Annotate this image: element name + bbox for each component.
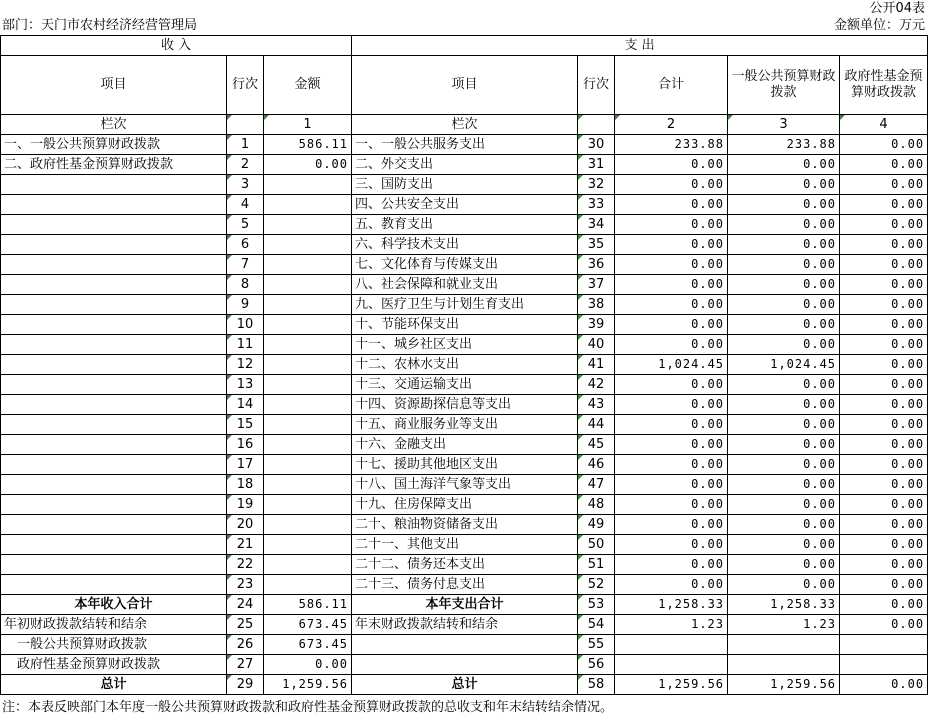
income-item xyxy=(1,175,227,195)
expense-item: 二十三、债务付息支出 xyxy=(352,575,578,595)
expense-fund: 0.00 xyxy=(840,475,928,495)
income-rowno: 8 xyxy=(227,275,264,295)
expense-item-header: 项目 xyxy=(352,56,578,115)
expense-total: 0.00 xyxy=(615,275,728,295)
expense-rowno: 52 xyxy=(578,575,615,595)
table-row xyxy=(1,295,928,315)
summary-expense-item: 总计 xyxy=(352,675,578,695)
summary-expense-total: 1,258.33 xyxy=(615,595,728,615)
table-row xyxy=(1,375,928,395)
income-item xyxy=(1,235,227,255)
expense-rowno: 47 xyxy=(578,475,615,495)
expense-fund: 0.00 xyxy=(840,255,928,275)
expense-fund: 0.00 xyxy=(840,195,928,215)
expense-fund: 0.00 xyxy=(840,435,928,455)
expense-general: 0.00 xyxy=(728,155,840,175)
summary-expense-item: 本年支出合计 xyxy=(352,595,578,615)
summary-row xyxy=(1,675,928,695)
summary-income-rowno: 25 xyxy=(227,615,264,635)
income-rowno: 13 xyxy=(227,375,264,395)
income-amount xyxy=(264,335,352,355)
expense-total: 0.00 xyxy=(615,215,728,235)
expense-general: 0.00 xyxy=(728,535,840,555)
expense-fund: 0.00 xyxy=(840,175,928,195)
expense-total: 0.00 xyxy=(615,255,728,275)
income-rowno: 23 xyxy=(227,575,264,595)
income-rowno: 14 xyxy=(227,395,264,415)
expense-total: 0.00 xyxy=(615,535,728,555)
expense-general: 0.00 xyxy=(728,415,840,435)
expense-general: 0.00 xyxy=(728,575,840,595)
expense-general: 0.00 xyxy=(728,515,840,535)
expense-total-header: 合计 xyxy=(615,56,728,115)
expense-item: 十六、金融支出 xyxy=(352,435,578,455)
expense-item: 一、一般公共服务支出 xyxy=(352,135,578,155)
summary-income-item: 本年收入合计 xyxy=(1,595,227,615)
expense-total: 0.00 xyxy=(615,295,728,315)
income-amount xyxy=(264,355,352,375)
summary-income-amount: 1,259.56 xyxy=(264,675,352,695)
income-item: 一、一般公共预算财政拨款 xyxy=(1,135,227,155)
expense-item: 十七、援助其他地区支出 xyxy=(352,455,578,475)
income-rowno: 1 xyxy=(227,135,264,155)
expense-fund: 0.00 xyxy=(840,295,928,315)
expense-rowno: 36 xyxy=(578,255,615,275)
expense-fund: 0.00 xyxy=(840,415,928,435)
expense-rowno: 37 xyxy=(578,275,615,295)
income-amount xyxy=(264,575,352,595)
table-row xyxy=(1,475,928,495)
income-item xyxy=(1,475,227,495)
income-amount xyxy=(264,395,352,415)
income-rowno: 11 xyxy=(227,335,264,355)
expense-general: 0.00 xyxy=(728,315,840,335)
department-label: 部门：天门市农村经济经营管理局 xyxy=(2,18,198,33)
expense-total: 233.88 xyxy=(615,135,728,155)
expense-fund: 0.00 xyxy=(840,555,928,575)
income-amount xyxy=(264,275,352,295)
table-row xyxy=(1,515,928,535)
expense-general: 0.00 xyxy=(728,195,840,215)
summary-income-rowno: 29 xyxy=(227,675,264,695)
income-item xyxy=(1,495,227,515)
expense-fund: 0.00 xyxy=(840,135,928,155)
income-rowno: 9 xyxy=(227,295,264,315)
summary-income-item: 一般公共预算财政拨款 xyxy=(1,635,227,655)
table-row xyxy=(1,535,928,555)
summary-row xyxy=(1,595,928,615)
expense-item: 六、科学技术支出 xyxy=(352,235,578,255)
expense-rowno: 49 xyxy=(578,515,615,535)
summary-expense-general xyxy=(728,655,840,675)
expense-general: 0.00 xyxy=(728,235,840,255)
expense-rowno: 44 xyxy=(578,415,615,435)
expense-fund: 0.00 xyxy=(840,515,928,535)
summary-income-rowno: 24 xyxy=(227,595,264,615)
income-amount xyxy=(264,495,352,515)
income-rowno: 12 xyxy=(227,355,264,375)
income-rowno: 3 xyxy=(227,175,264,195)
table-row xyxy=(1,315,928,335)
table-note: 注：本表反映部门本年度一般公共预算财政拨款和政府性基金预算财政拨款的总收支和年末结转结余情况。 xyxy=(2,700,614,715)
income-item-header: 项目 xyxy=(1,56,227,115)
table-row xyxy=(1,555,928,575)
col-blank-left xyxy=(227,115,264,135)
income-rowno: 7 xyxy=(227,255,264,275)
expense-fund: 0.00 xyxy=(840,315,928,335)
expense-item: 二十二、债务还本支出 xyxy=(352,555,578,575)
summary-expense-general: 1,258.33 xyxy=(728,595,840,615)
expense-item: 十九、住房保障支出 xyxy=(352,495,578,515)
income-rowno: 19 xyxy=(227,495,264,515)
income-amount xyxy=(264,415,352,435)
expense-rowno: 41 xyxy=(578,355,615,375)
income-amount xyxy=(264,475,352,495)
expense-general: 1,024.45 xyxy=(728,355,840,375)
income-item xyxy=(1,555,227,575)
table-row xyxy=(1,455,928,475)
expense-fund: 0.00 xyxy=(840,355,928,375)
expense-rowno: 48 xyxy=(578,495,615,515)
income-rowno: 15 xyxy=(227,415,264,435)
table-row xyxy=(1,355,928,375)
expense-fund: 0.00 xyxy=(840,275,928,295)
income-item xyxy=(1,195,227,215)
summary-expense-general: 1,259.56 xyxy=(728,675,840,695)
expense-rowno: 45 xyxy=(578,435,615,455)
income-rowno: 22 xyxy=(227,555,264,575)
expense-total: 0.00 xyxy=(615,435,728,455)
income-item: 二、政府性基金预算财政拨款 xyxy=(1,155,227,175)
table-row xyxy=(1,195,928,215)
expense-general: 0.00 xyxy=(728,455,840,475)
income-amount xyxy=(264,175,352,195)
expense-rowno: 42 xyxy=(578,375,615,395)
summary-expense-general: 1.23 xyxy=(728,615,840,635)
expense-general: 0.00 xyxy=(728,175,840,195)
summary-row xyxy=(1,655,928,675)
expense-total: 0.00 xyxy=(615,395,728,415)
expense-total: 0.00 xyxy=(615,315,728,335)
income-rowno: 10 xyxy=(227,315,264,335)
table-row xyxy=(1,495,928,515)
summary-row xyxy=(1,635,928,655)
expense-general: 233.88 xyxy=(728,135,840,155)
table-row xyxy=(1,255,928,275)
expense-rowno: 46 xyxy=(578,455,615,475)
income-item xyxy=(1,335,227,355)
summary-expense-rowno: 56 xyxy=(578,655,615,675)
col-label-right: 栏次 xyxy=(352,115,578,135)
summary-income-rowno: 27 xyxy=(227,655,264,675)
expense-rowno: 40 xyxy=(578,335,615,355)
expense-general: 0.00 xyxy=(728,555,840,575)
expense-fund: 0.00 xyxy=(840,375,928,395)
expense-rowno: 31 xyxy=(578,155,615,175)
income-amount xyxy=(264,435,352,455)
income-amount xyxy=(264,315,352,335)
summary-expense-item xyxy=(352,655,578,675)
expense-general: 0.00 xyxy=(728,275,840,295)
table-row xyxy=(1,275,928,295)
income-amount-header: 金额 xyxy=(264,56,352,115)
summary-expense-fund xyxy=(840,635,928,655)
summary-expense-item xyxy=(352,635,578,655)
expense-total: 0.00 xyxy=(615,375,728,395)
income-rowno-header: 行次 xyxy=(227,56,264,115)
expense-total: 1,024.45 xyxy=(615,355,728,375)
expense-total: 0.00 xyxy=(615,555,728,575)
expense-header: 支 出 xyxy=(352,36,928,56)
summary-expense-general xyxy=(728,635,840,655)
expense-rowno: 34 xyxy=(578,215,615,235)
income-rowno: 21 xyxy=(227,535,264,555)
budget-table xyxy=(0,35,928,695)
income-amount xyxy=(264,235,352,255)
col-num-1: 1 xyxy=(264,115,352,135)
income-rowno: 6 xyxy=(227,235,264,255)
income-header: 收 入 xyxy=(1,36,352,56)
expense-rowno: 33 xyxy=(578,195,615,215)
expense-rowno: 35 xyxy=(578,235,615,255)
expense-total: 0.00 xyxy=(615,515,728,535)
expense-total: 0.00 xyxy=(615,575,728,595)
expense-rowno: 50 xyxy=(578,535,615,555)
table-row xyxy=(1,235,928,255)
expense-fund: 0.00 xyxy=(840,235,928,255)
expense-fund: 0.00 xyxy=(840,575,928,595)
income-amount xyxy=(264,295,352,315)
expense-total: 0.00 xyxy=(615,475,728,495)
income-item xyxy=(1,535,227,555)
fund-budget-header: 政府性基金预算财政拨款 xyxy=(840,56,928,115)
income-amount: 0.00 xyxy=(264,155,352,175)
summary-income-rowno: 26 xyxy=(227,635,264,655)
income-rowno: 18 xyxy=(227,475,264,495)
summary-expense-total: 1.23 xyxy=(615,615,728,635)
expense-rowno-header: 行次 xyxy=(578,56,615,115)
summary-expense-rowno: 54 xyxy=(578,615,615,635)
table-row xyxy=(1,135,928,155)
table-row xyxy=(1,395,928,415)
expense-total: 0.00 xyxy=(615,175,728,195)
summary-expense-fund: 0.00 xyxy=(840,615,928,635)
expense-rowno: 38 xyxy=(578,295,615,315)
income-item xyxy=(1,215,227,235)
expense-item: 十四、资源勘探信息等支出 xyxy=(352,395,578,415)
summary-income-amount: 673.45 xyxy=(264,615,352,635)
expense-item: 十二、农林水支出 xyxy=(352,355,578,375)
summary-income-amount: 0.00 xyxy=(264,655,352,675)
summary-income-amount: 673.45 xyxy=(264,635,352,655)
expense-rowno: 30 xyxy=(578,135,615,155)
table-row xyxy=(1,175,928,195)
expense-item: 二十、粮油物资储备支出 xyxy=(352,515,578,535)
table-row xyxy=(1,335,928,355)
expense-fund: 0.00 xyxy=(840,395,928,415)
table-row xyxy=(1,155,928,175)
income-rowno: 4 xyxy=(227,195,264,215)
expense-total: 0.00 xyxy=(615,335,728,355)
expense-item: 十八、国土海洋气象等支出 xyxy=(352,475,578,495)
income-item xyxy=(1,415,227,435)
summary-expense-fund: 0.00 xyxy=(840,595,928,615)
income-item xyxy=(1,435,227,455)
summary-row xyxy=(1,615,928,635)
expense-item: 十五、商业服务业等支出 xyxy=(352,415,578,435)
income-amount xyxy=(264,515,352,535)
summary-expense-rowno: 58 xyxy=(578,675,615,695)
income-item xyxy=(1,315,227,335)
col-blank-right xyxy=(578,115,615,135)
expense-rowno: 32 xyxy=(578,175,615,195)
expense-general: 0.00 xyxy=(728,495,840,515)
summary-income-amount: 586.11 xyxy=(264,595,352,615)
col-label-left: 栏次 xyxy=(1,115,227,135)
summary-expense-total xyxy=(615,635,728,655)
summary-expense-fund xyxy=(840,655,928,675)
expense-item: 十三、交通运输支出 xyxy=(352,375,578,395)
income-amount: 586.11 xyxy=(264,135,352,155)
expense-total: 0.00 xyxy=(615,455,728,475)
expense-fund: 0.00 xyxy=(840,215,928,235)
unit-label: 金额单位：万元 xyxy=(833,18,925,33)
table-row xyxy=(1,415,928,435)
income-amount xyxy=(264,455,352,475)
expense-rowno: 43 xyxy=(578,395,615,415)
income-rowno: 16 xyxy=(227,435,264,455)
expense-general: 0.00 xyxy=(728,475,840,495)
expense-total: 0.00 xyxy=(615,155,728,175)
table-row xyxy=(1,435,928,455)
summary-expense-rowno: 53 xyxy=(578,595,615,615)
expense-general: 0.00 xyxy=(728,335,840,355)
table-row xyxy=(1,575,928,595)
summary-expense-item: 年末财政拨款结转和结余 xyxy=(352,615,578,635)
income-item xyxy=(1,255,227,275)
summary-expense-fund: 0.00 xyxy=(840,675,928,695)
income-rowno: 20 xyxy=(227,515,264,535)
expense-fund: 0.00 xyxy=(840,495,928,515)
income-amount xyxy=(264,535,352,555)
summary-expense-total xyxy=(615,655,728,675)
income-amount xyxy=(264,215,352,235)
income-amount xyxy=(264,195,352,215)
income-item xyxy=(1,455,227,475)
income-amount xyxy=(264,555,352,575)
summary-income-item: 年初财政拨款结转和结余 xyxy=(1,615,227,635)
income-item xyxy=(1,575,227,595)
income-item xyxy=(1,355,227,375)
expense-item: 九、医疗卫生与计划生育支出 xyxy=(352,295,578,315)
summary-income-item: 政府性基金预算财政拨款 xyxy=(1,655,227,675)
income-item xyxy=(1,515,227,535)
expense-general: 0.00 xyxy=(728,375,840,395)
income-item xyxy=(1,275,227,295)
expense-fund: 0.00 xyxy=(840,535,928,555)
income-amount xyxy=(264,375,352,395)
summary-expense-rowno: 55 xyxy=(578,635,615,655)
expense-total: 0.00 xyxy=(615,235,728,255)
expense-general: 0.00 xyxy=(728,255,840,275)
expense-item: 十一、城乡社区支出 xyxy=(352,335,578,355)
income-amount xyxy=(264,255,352,275)
summary-income-item: 总计 xyxy=(1,675,227,695)
expense-rowno: 51 xyxy=(578,555,615,575)
form-code: 公开04表 xyxy=(869,1,925,16)
expense-fund: 0.00 xyxy=(840,155,928,175)
income-rowno: 5 xyxy=(227,215,264,235)
col-num-4: 4 xyxy=(840,115,928,135)
expense-item: 五、教育支出 xyxy=(352,215,578,235)
col-num-3: 3 xyxy=(728,115,840,135)
expense-general: 0.00 xyxy=(728,395,840,415)
expense-item: 八、社会保障和就业支出 xyxy=(352,275,578,295)
expense-item: 七、文化体育与传媒支出 xyxy=(352,255,578,275)
expense-general: 0.00 xyxy=(728,435,840,455)
expense-item: 二、外交支出 xyxy=(352,155,578,175)
expense-item: 二十一、其他支出 xyxy=(352,535,578,555)
expense-fund: 0.00 xyxy=(840,455,928,475)
expense-general: 0.00 xyxy=(728,295,840,315)
col-num-2: 2 xyxy=(615,115,728,135)
general-budget-header: 一般公共预算财政拨款 xyxy=(728,56,840,115)
expense-general: 0.00 xyxy=(728,215,840,235)
expense-total: 0.00 xyxy=(615,415,728,435)
expense-fund: 0.00 xyxy=(840,335,928,355)
income-rowno: 17 xyxy=(227,455,264,475)
summary-expense-total: 1,259.56 xyxy=(615,675,728,695)
expense-item: 三、国防支出 xyxy=(352,175,578,195)
income-item xyxy=(1,395,227,415)
income-rowno: 2 xyxy=(227,155,264,175)
expense-item: 十、节能环保支出 xyxy=(352,315,578,335)
table-row xyxy=(1,215,928,235)
expense-total: 0.00 xyxy=(615,195,728,215)
income-item xyxy=(1,295,227,315)
expense-item: 四、公共安全支出 xyxy=(352,195,578,215)
expense-rowno: 39 xyxy=(578,315,615,335)
expense-total: 0.00 xyxy=(615,495,728,515)
income-item xyxy=(1,375,227,395)
